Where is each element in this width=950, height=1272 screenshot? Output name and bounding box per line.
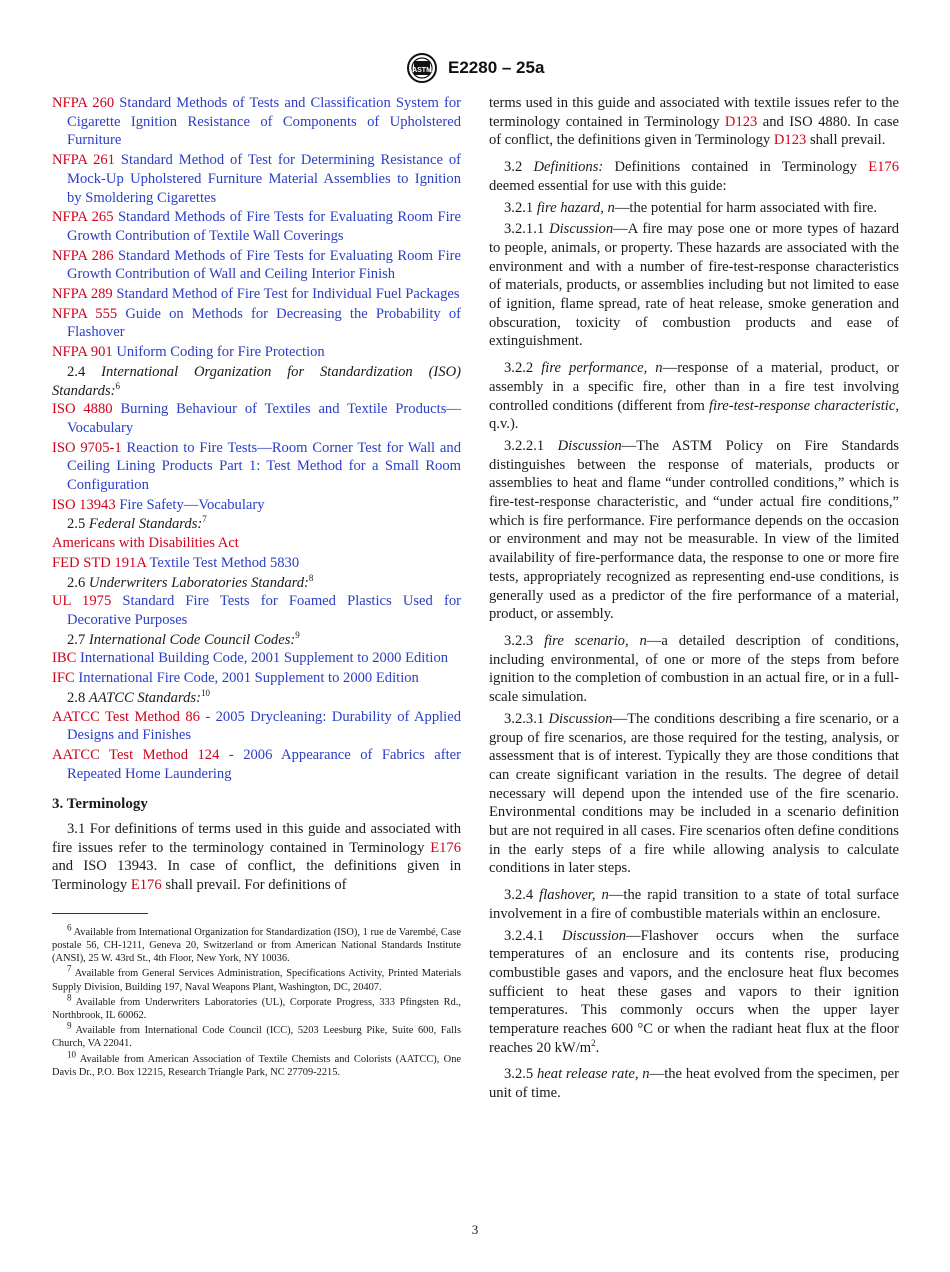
discussion-text: —A fire may pose one or more types of hazard to people, animals, or property. These hazards are associated with the environment and with a number of fire-test-response characteristics of materials, products, or assemblies including but not limited to ease of ignition, flame spread, rate of heat release, smoke generation and obscuration, toxicity of combustion products and ease of extinguishment. bbox=[489, 221, 899, 350]
standard-designation: E2280 – 25a bbox=[448, 58, 545, 77]
page-number: 3 bbox=[471, 1222, 479, 1237]
reference-item bbox=[52, 151, 461, 207]
discussion-label: Discussion bbox=[548, 710, 613, 727]
reference-item bbox=[52, 554, 461, 573]
cross-reference-term: fire-test-response characteristic bbox=[709, 397, 896, 414]
definition-3-2-5 bbox=[489, 1065, 899, 1102]
footnote bbox=[52, 963, 461, 993]
paragraph-text: Definitions contained in Terminology bbox=[614, 159, 857, 176]
reference-code-link[interactable]: NFPA 265 bbox=[52, 209, 114, 226]
section-number: 3.2.2 bbox=[504, 360, 534, 377]
footnote bbox=[52, 922, 461, 966]
section-number: 3.2.1 bbox=[504, 199, 534, 216]
section-2-5 bbox=[52, 515, 461, 534]
reference-item bbox=[52, 534, 461, 553]
paragraph-text: 3.1 For definitions of terms used in this guide and associated with fire issues refer to the terminology contained in Terminology bbox=[52, 821, 461, 856]
footnote-text: Available from General Services Administration, Specifications Activity, Printed Materials Supply Division, Building 197, Naval Weapons Plant, Washington, DC, 20407. bbox=[52, 968, 461, 993]
reference-title-link[interactable]: Standard Methods of Tests and Classification System for Cigarette Ignition Resistance of Components of Upholstered Furniture bbox=[67, 95, 461, 149]
section-number: 2.5 bbox=[67, 516, 86, 533]
discussion-3-2-1-1 bbox=[489, 220, 899, 351]
defined-term: fire performance, n bbox=[541, 360, 663, 377]
reference-code-link[interactable]: UL 1975 bbox=[52, 593, 112, 610]
reference-title-link[interactable]: Uniform Coding for Fire Protection bbox=[116, 344, 325, 361]
e176-link[interactable]: E176 bbox=[868, 159, 900, 176]
section-number: 2.7 bbox=[67, 631, 86, 648]
footnote-text: Available from American Association of Textile Chemists and Colorists (AATCC), One Davis Dr., P.O. Box 12215, Research Triangle Park, NC 27709-2215. bbox=[52, 1053, 461, 1078]
reference-title-link[interactable]: Reaction to Fire Tests—Room Corner Test for Wall and Ceiling Lining Products Part 1: Test Method for a Small Room Configuration bbox=[67, 439, 461, 494]
discussion-text: . bbox=[595, 1039, 600, 1056]
defined-term: fire hazard, n bbox=[536, 199, 615, 216]
discussion-text: —Flashover occurs when the surface temperatures of an enclosure and its contents rise, producing combustible gases and vapors, and the enclosure heat flux becomes sufficient to heat these gases and vapors to their ignition temperatures. This commonly occurs when the upper layer temperature reaches 600 °C or when the radiant heat flux at the floor reaches 20 kW/m bbox=[489, 927, 899, 1056]
definition-text: —the potential for harm associated with fire. bbox=[614, 199, 878, 216]
reference-title-link[interactable]: Standard Methods of Fire Tests for Evaluating Room Fire Growth Contribution of Wall and Ceiling Interior Finish bbox=[67, 247, 461, 283]
footnote-number: 6 bbox=[67, 922, 72, 933]
section-title: International Code Council Codes: bbox=[88, 631, 296, 648]
discussion-3-2-3-1 bbox=[489, 710, 899, 878]
section-number: 3.2.3 bbox=[504, 632, 534, 649]
reference-code-link[interactable]: AATCC Test Method 86 bbox=[52, 708, 200, 725]
section-2-4 bbox=[52, 363, 461, 400]
reference-title-link[interactable]: Standard Method of Test for Determining Resistance of Mock-Up Upholstered Furniture Material Assemblies to Ignition by Smoldering Cigarettes bbox=[67, 152, 461, 206]
reference-code-link[interactable]: AATCC Test Method 124 bbox=[52, 746, 220, 763]
paragraph-text: and ISO 4880. In case of conflict, the definitions given in Terminology bbox=[489, 113, 899, 149]
d123-link[interactable]: D123 bbox=[724, 113, 758, 130]
reference-item bbox=[52, 708, 461, 745]
footnote-text: Available from International Organization for Standardization (ISO), 1 rue de Varembé, Case postale 56, CH-1211, Geneva 20, Switzerland or from American National Standards Institute (ANSI), 25 W. 43rd St., 4th Floor, New York, NY 10036. bbox=[52, 926, 461, 965]
definition-3-2-2 bbox=[489, 359, 899, 434]
d123-link[interactable]: D123 bbox=[773, 132, 807, 149]
section-2-7 bbox=[52, 631, 461, 650]
reference-title-link[interactable]: Fire Safety—Vocabulary bbox=[119, 496, 265, 513]
discussion-label: Discussion bbox=[557, 437, 622, 454]
section-number: 3.2.4.1 bbox=[504, 927, 545, 944]
reference-code-link[interactable]: FED STD 191A bbox=[52, 554, 147, 571]
discussion-text: —The ASTM Policy on Fire Standards distinguishes between the response of materials, products or assemblies to heat and flame “under controlled conditions,” which is fire-test-response characteristic, and “under actual fire conditions,” which is fire performance. Fire performance depends on the occasion or environment and may not be measurable. In view of the limited availability of fire-performance data, the response to one or more fire tests, appropriately recognized as representing end-use conditions, is generally used as a predictor of the fire performance of a material, product, or assembly. bbox=[489, 437, 899, 623]
reference-item bbox=[52, 592, 461, 629]
paragraph-3-1-continued bbox=[489, 94, 899, 150]
reference-title-link[interactable]: Standard Method of Fire Test for Individual Fuel Packages bbox=[116, 286, 460, 303]
right-column bbox=[489, 94, 899, 1106]
footnote-marker: 10 bbox=[200, 687, 210, 698]
section-2-6 bbox=[52, 574, 461, 593]
defined-term: flashover, n bbox=[539, 887, 609, 904]
reference-item bbox=[52, 669, 461, 688]
reference-title-link[interactable]: Standard Fire Tests for Foamed Plastics Used for Decorative Purposes bbox=[67, 593, 461, 628]
paragraph-text: terms used in this guide and associated with textile issues refer to the terminology contained in Terminology bbox=[489, 95, 899, 130]
section-number: 3.2.1.1 bbox=[504, 221, 545, 238]
section-number: 3.2 bbox=[504, 159, 523, 176]
reference-item bbox=[52, 247, 461, 284]
svg-text:ASTM: ASTM bbox=[412, 67, 432, 74]
definition-text: —the heat evolved from the specimen, per unit of time. bbox=[489, 1066, 899, 1102]
footnote-number: 8 bbox=[67, 992, 72, 1003]
left-column bbox=[52, 94, 461, 1081]
e176-link[interactable]: E176 bbox=[430, 839, 461, 856]
reference-code-link[interactable]: ISO 4880 bbox=[52, 401, 113, 418]
footnote-marker: 9 bbox=[295, 629, 300, 640]
footnote-marker: 7 bbox=[202, 514, 207, 525]
terminology-heading: 3. Terminology bbox=[52, 796, 148, 813]
discussion-3-2-4-1 bbox=[489, 927, 899, 1058]
footnote bbox=[52, 1049, 461, 1079]
reference-item bbox=[52, 285, 461, 304]
reference-item bbox=[52, 208, 461, 245]
reference-title-link[interactable]: Textile Test Method 5830 bbox=[149, 554, 300, 571]
section-number: 2.8 bbox=[67, 689, 86, 706]
astm-logo-icon bbox=[405, 52, 439, 84]
page-header bbox=[0, 52, 950, 86]
footnote-divider bbox=[52, 913, 148, 914]
reference-title-link[interactable]: Guide on Methods for Decreasing the Probability of Flashover bbox=[67, 305, 461, 341]
e176-link[interactable]: E176 bbox=[130, 877, 162, 894]
definition-text: —a detailed description of conditions, including environmental, of one or more of the steps from before ignition to the completion of combustion in an actual fire, or in a full-scale simulation. bbox=[489, 632, 899, 706]
section-number: 3.2.4 bbox=[504, 887, 534, 904]
section-number: 2.4 bbox=[67, 363, 86, 380]
footnote-text: Available from International Code Council (ICC), 5203 Leesburg Pike, Suite 600, Falls Church, VA 22041. bbox=[52, 1025, 461, 1050]
footnote-marker: 8 bbox=[308, 572, 314, 583]
section-number: 2.6 bbox=[67, 574, 86, 591]
reference-item bbox=[52, 400, 461, 437]
reference-code-link[interactable]: NFPA 261 bbox=[52, 152, 115, 169]
definition-text: —the rapid transition to a state of total surface involvement in a fire of combustible materials within an enclosure. bbox=[489, 887, 899, 922]
defined-term: heat release rate, n bbox=[537, 1066, 650, 1083]
section-2-8 bbox=[52, 689, 461, 708]
reference-code-link[interactable]: NFPA 289 bbox=[52, 286, 113, 303]
paragraph-text: shall prevail. For definitions of bbox=[165, 877, 347, 894]
reference-title-link[interactable]: International Building Code, 2001 Supplement to 2000 Edition bbox=[79, 650, 449, 667]
reference-code-link[interactable]: NFPA 901 bbox=[52, 344, 113, 361]
reference-item bbox=[52, 496, 461, 515]
reference-code-link[interactable]: ISO 13943 bbox=[52, 496, 116, 513]
superscript: 2 bbox=[591, 1037, 596, 1048]
defined-term: fire scenario, n bbox=[544, 632, 647, 649]
paragraph-text: deemed essential for use with this guide: bbox=[489, 177, 727, 194]
reference-code-link[interactable]: NFPA 260 bbox=[52, 95, 115, 111]
reference-item bbox=[52, 94, 461, 150]
discussion-label: Discussion bbox=[561, 927, 626, 944]
reference-item bbox=[52, 439, 461, 495]
paragraph-text: and ISO 13943. In case of conflict, the definitions given in Terminology bbox=[52, 858, 461, 894]
footnote-number: 7 bbox=[67, 963, 72, 974]
footnote bbox=[52, 1020, 461, 1050]
reference-item bbox=[52, 649, 461, 668]
footnote bbox=[52, 992, 461, 1022]
paragraph-text: shall prevail. bbox=[809, 132, 886, 149]
section-number: 3.2.5 bbox=[504, 1066, 534, 1083]
definition-3-2-3 bbox=[489, 632, 899, 707]
paragraph-3-2 bbox=[489, 158, 899, 195]
section-title: Federal Standards: bbox=[88, 516, 203, 533]
reference-item bbox=[52, 746, 461, 783]
definition-3-2-4 bbox=[489, 886, 899, 923]
definition-3-2-1 bbox=[489, 199, 899, 218]
reference-code-link[interactable]: NFPA 555 bbox=[52, 305, 118, 322]
section-title: International Organization for Standardization (ISO) Standards: bbox=[52, 363, 461, 399]
footnote-text: Available from Underwriters Laboratories (UL), Corporate Progress, 333 Pfingsten Rd., Northbrook, IL 60062. bbox=[52, 996, 461, 1022]
discussion-text: —The conditions describing a fire scenario, or a group of fire scenarios, are those required for the testing, analysis, or assessment that is of interest. Typically they are those conditions that can create significant variation in the results. The degree of detail necessary will depend upon the intended use of the fire scenario. Environmental conditions may be included in a scenario definition but are not required in all cases. Fire scenarios often define conditions in the early steps of a fire while allowing analysis to calculate conditions in later steps. bbox=[489, 710, 899, 877]
definition-text: , q.v.). bbox=[489, 397, 899, 433]
section-number: 3.2.3.1 bbox=[504, 710, 545, 727]
reference-title-link[interactable]: - 2006 Appearance of Fabrics after Repeated Home Laundering bbox=[67, 746, 461, 782]
paragraph-3-1 bbox=[52, 820, 461, 895]
reference-title-link[interactable]: Standard Methods of Fire Tests for Evaluating Room Fire Growth Contribution of Textile Wall Coverings bbox=[67, 209, 461, 244]
footnote-number: 9 bbox=[67, 1020, 72, 1031]
reference-item bbox=[52, 343, 461, 362]
reference-title-link[interactable]: - 2005 Drycleaning: Durability of Applied Designs and Finishes bbox=[67, 708, 461, 744]
reference-title-link[interactable]: Burning Behaviour of Textiles and Textile Products—Vocabulary bbox=[67, 401, 461, 436]
section-number: 3.2.2.1 bbox=[504, 437, 545, 454]
section-title: AATCC Standards: bbox=[88, 689, 201, 706]
reference-code-link[interactable]: Americans with Disabilities Act bbox=[52, 535, 239, 552]
footnote-number: 10 bbox=[67, 1049, 76, 1060]
reference-item bbox=[52, 305, 461, 342]
definition-text: —response of a material, product, or assembly in a specific fire, other than in a fire test involving controlled conditions (different from bbox=[489, 360, 900, 414]
section-title: Definitions: bbox=[533, 159, 604, 176]
reference-title-link[interactable]: International Fire Code, 2001 Supplement to 2000 Edition bbox=[78, 670, 419, 687]
discussion-3-2-2-1 bbox=[489, 437, 899, 624]
reference-code-link[interactable]: IFC bbox=[52, 670, 75, 687]
reference-code-link[interactable]: NFPA 286 bbox=[52, 247, 114, 264]
reference-code-link[interactable]: ISO 9705-1 bbox=[52, 439, 122, 456]
footnote-marker: 6 bbox=[115, 380, 121, 391]
reference-code-link[interactable]: IBC bbox=[52, 650, 77, 667]
section-title: Underwriters Laboratories Standard: bbox=[88, 574, 309, 591]
discussion-label: Discussion bbox=[549, 221, 614, 238]
